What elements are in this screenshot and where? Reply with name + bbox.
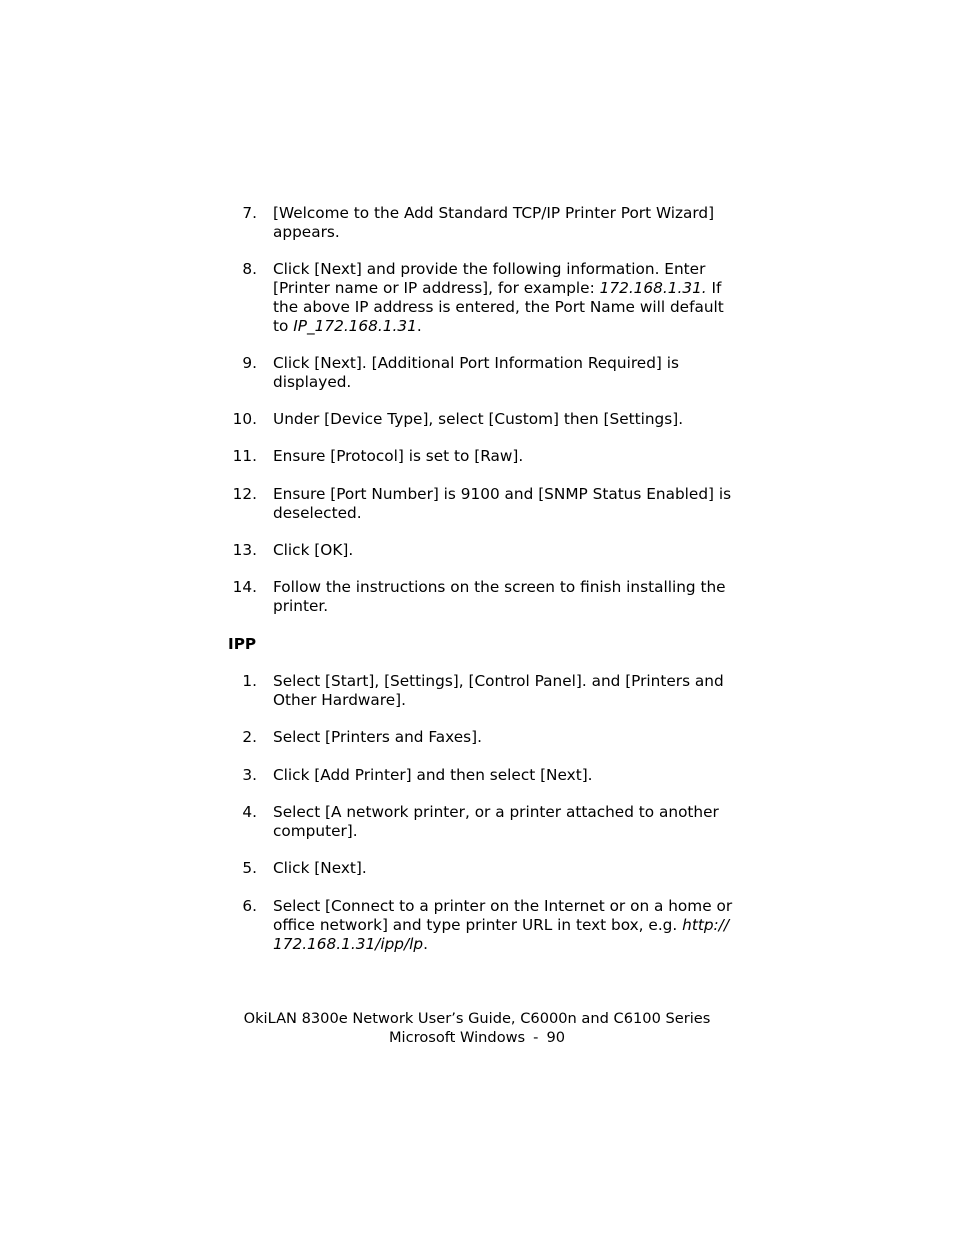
step-number: 11.: [232, 447, 257, 465]
step-text-line: [273, 317, 753, 336]
step-text-fragment: [Printer name or IP address], for example:: [273, 279, 600, 297]
step-text-line: appears.: [273, 223, 340, 241]
port-name-example: IP_172.168.1.31: [293, 317, 417, 335]
step-text: [273, 672, 753, 710]
step-text-line: displayed.: [273, 373, 352, 391]
step-text: [273, 260, 753, 336]
step-text-line: deselected.: [273, 504, 362, 522]
step-text: [273, 578, 753, 616]
footer-section-name: Microsoft Windows: [388, 1029, 526, 1046]
step-text-line: Ensure [Port Number] is 9100 and [SNMP Status Enabled] is: [273, 485, 732, 503]
step-number: 13.: [232, 541, 257, 559]
step-text-line: [273, 916, 753, 935]
step-text-fragment: .: [416, 317, 422, 335]
step-text: [273, 541, 753, 560]
step-number: 1.: [242, 672, 257, 690]
step-text-line: Click [Next]. [Additional Port Information Required] is: [273, 354, 679, 372]
step-text-fragment: office network] and type printer URL in text box, e.g.: [273, 916, 683, 934]
step-text-line: Under [Device Type], select [Custom] then [Settings].: [273, 410, 684, 428]
step-text-line: Select [Printers and Faxes].: [273, 728, 482, 746]
step-text-line: Select [A network printer, or a printer attached to another: [273, 803, 719, 821]
ip-address-example: 172.168.1.31.: [599, 279, 707, 297]
step-text: [273, 354, 753, 392]
step-text-line: Select [Start], [Settings], [Control Panel]. and [Printers and: [273, 672, 724, 690]
section-heading-ipp: IPP: [228, 635, 257, 653]
step-number: 5.: [242, 859, 257, 877]
step-text-line: the above IP address is entered, the Port Name will default: [273, 298, 724, 316]
step-text-line: Ensure [Protocol] is set to [Raw].: [273, 447, 524, 465]
step-text: [273, 859, 753, 878]
step-text-line: [Welcome to the Add Standard TCP/IP Printer Port Wizard]: [273, 204, 715, 222]
step-text: [273, 204, 753, 242]
step-number: 4.: [242, 803, 257, 821]
step-text: [273, 766, 753, 785]
step-text-line: printer.: [273, 597, 329, 615]
page-footer: [0, 1009, 954, 1047]
footer-guide-title: OkiLAN 8300e Network User’s Guide, C6000n and C6100 Series: [243, 1010, 711, 1027]
step-text: [273, 485, 753, 523]
step-text-line: Follow the instructions on the screen to finish installing the: [273, 578, 726, 596]
step-number: 12.: [232, 485, 257, 503]
step-text: [273, 897, 753, 954]
step-text-fragment: .: [423, 935, 428, 953]
step-text-fragment: to: [273, 317, 294, 335]
step-text-line: Other Hardware].: [273, 691, 406, 709]
footer-section-line: [0, 1028, 954, 1047]
step-text-fragment: If: [706, 279, 722, 297]
printer-url-example: http://: [682, 916, 729, 934]
step-text-line: computer].: [273, 822, 358, 840]
printer-url-example: 172.168.1.31/ipp/lp: [273, 935, 424, 953]
footer-page-number: 90: [546, 1029, 566, 1046]
step-number: 2.: [242, 728, 257, 746]
step-text-line: [273, 935, 753, 954]
step-number: 8.: [242, 260, 257, 278]
step-text-line: Click [Next] and provide the following information. Enter: [273, 260, 706, 278]
step-number: 3.: [242, 766, 257, 784]
step-text: [273, 728, 753, 747]
step-text: [273, 410, 753, 429]
step-text: [273, 447, 753, 466]
step-number: 9.: [242, 354, 257, 372]
footer-separator: -: [533, 1029, 539, 1046]
step-text: [273, 803, 753, 841]
step-number: 6.: [242, 897, 257, 915]
step-text-line: Click [OK].: [273, 541, 354, 559]
step-text-line: Click [Add Printer] and then select [Next].: [273, 766, 593, 784]
step-text-line: [273, 279, 753, 298]
step-number: 10.: [232, 410, 257, 428]
step-text-line: Click [Next].: [273, 859, 367, 877]
step-text-line: Select [Connect to a printer on the Internet or on a home or: [273, 897, 733, 915]
step-number: 7.: [242, 204, 257, 222]
step-number: 14.: [232, 578, 257, 596]
